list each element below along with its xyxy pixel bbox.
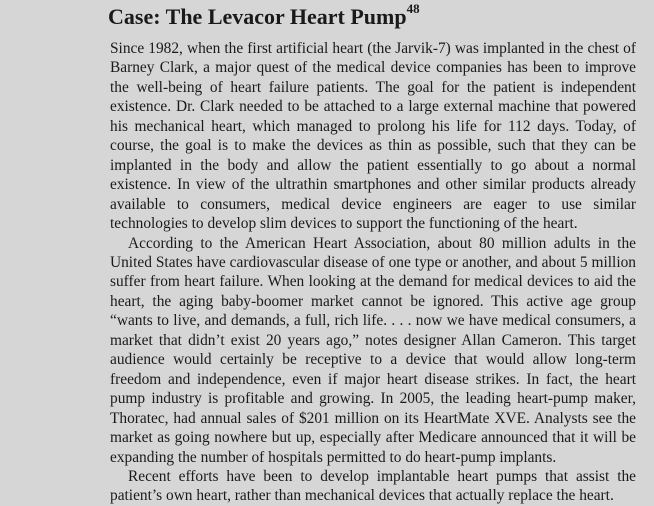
title-footnote-marker: 48 (406, 0, 420, 16)
paragraph-2: According to the American Heart Association, about 80 million adults in the United States have cardiovascular disease of one type or another, and about 5 million suffer from heart failure. When looking at the demand for medical devices to aid the heart, the aging baby-boomer market cannot be ignored. This active age group “wants to live, and demands, a full, rich life. . . . now we have medical consumers, a market that didn’t exist 20 years ago,” notes designer Allan Cameron. This target audience would certainly be receptive to a device that would allow long-term freedom and independence, even if major heart disease strikes. In fact, the heart pump industry is profitable and growing. In 2005, the leading heart-pump maker, Thoratec, had annual sales of $201 million on its HeartMate XVE. Analysts see the market as going nowhere but up, especially after Medicare announced that it will be expanding the number of hospitals permitted to do heart-pump implants. (110, 234, 636, 466)
case-body (110, 39, 636, 506)
case-title (108, 2, 420, 32)
paragraph-1: Since 1982, when the first artificial heart (the Jarvik-7) was implanted in the chest of Barney Clark, a major quest of the medical device companies has been to improve the well-being of heart failure patients. The goal for the patient is independent existence. Dr. Clark needed to be attached to a large external machine that powered his mechanical heart, which managed to prolong his life for 112 days. Today, of course, the goal is to make the devices as thin as possible, such that they can be implanted in the body and allow the patient essentially to go about a normal existence. In view of the ultrathin smartphones and other similar products already available to consumers, medical device engineers are eager to use similar technologies to develop slim devices to support the functioning of the heart. (110, 40, 636, 233)
paragraph-3: Recent efforts have been to develop implantable heart pumps that assist the patient’s own heart, rather than mechanical devices that actually replace the heart. (110, 467, 636, 505)
case-title-text: Case: The Levacor Heart Pump (108, 4, 407, 29)
